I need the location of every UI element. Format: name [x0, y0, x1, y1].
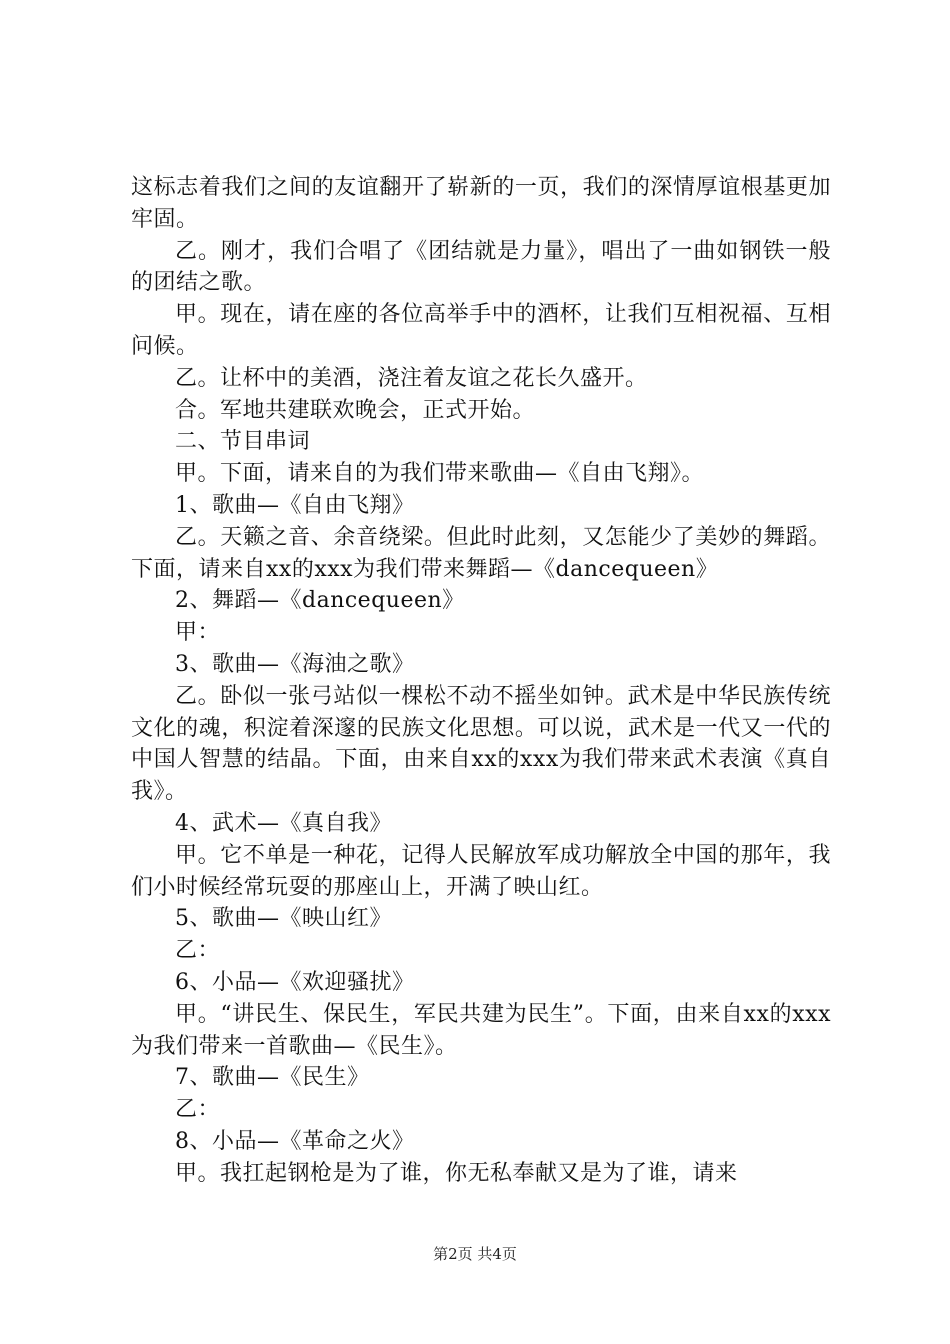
paragraph: 甲。下面，请来自的为我们带来歌曲—《自由飞翔》。 — [175, 461, 705, 487]
program-item: 7、歌曲—《民生》 — [175, 1065, 370, 1091]
paragraph: 合。军地共建联欢晚会，正式开始。 — [175, 397, 536, 423]
paragraph: 甲。我扛起钢枪是为了谁，你无私奉献又是为了谁，请来 — [175, 1160, 738, 1186]
speaker-line: 乙： — [175, 938, 221, 964]
program-item: 2、舞蹈—《dancequeen》 — [175, 588, 465, 614]
paragraph: 甲。它不单是一种花，记得人民解放军成功解放全中国的那年，我们小时候经常玩耍的那座山上，开满了映山红。 — [131, 842, 831, 900]
page-footer: 第2页 共4页 — [433, 1245, 517, 1263]
program-item: 1、歌曲—《自由飞翔》 — [175, 492, 415, 518]
paragraph: 乙。让杯中的美酒，浇注着友谊之花长久盛开。 — [175, 365, 648, 391]
paragraph: 乙。卧似一张弓站似一棵松不动不摇坐如钟。武术是中华民族传统文化的魂，积淀着深邃的民族文化思想。可以说，武术是一代又一代的中国人智慧的结晶。下面，由来自xx的xxx为我们带来武术表演《真自我》。 — [131, 683, 831, 805]
paragraph: 乙。刚才，我们合唱了《团结就是力量》，唱出了一曲如钢铁一般的团结之歌。 — [131, 238, 831, 296]
program-item: 6、小品—《欢迎骚扰》 — [175, 969, 415, 995]
program-item: 4、武术—《真自我》 — [175, 810, 392, 836]
section-heading: 二、节目串词 — [175, 429, 311, 455]
program-item: 5、歌曲—《映山红》 — [175, 906, 392, 932]
program-item: 8、小品—《革命之火》 — [175, 1128, 415, 1154]
speaker-line: 乙： — [175, 1097, 221, 1123]
paragraph: 甲。现在，请在座的各位高举手中的酒杯，让我们互相祝福、互相问候。 — [131, 302, 831, 359]
document-body — [131, 172, 831, 1190]
speaker-line: 甲： — [175, 620, 221, 646]
program-item: 3、歌曲—《海油之歌》 — [175, 651, 415, 677]
paragraph: 乙。天籁之音、余音绕梁。但此时此刻，又怎能少了美妙的舞蹈。下面，请来自xx的xxx为我们带来舞蹈—《dancequeen》 — [131, 524, 831, 582]
paragraph: 甲。“讲民生、保民生，军民共建为民生”。下面，由来自xx的xxx为我们带来一首歌曲—《民生》。 — [131, 1001, 831, 1059]
paragraph-continuation: 这标志着我们之间的友谊翻开了崭新的一页，我们的深情厚谊根基更加牢固。 — [131, 175, 831, 232]
